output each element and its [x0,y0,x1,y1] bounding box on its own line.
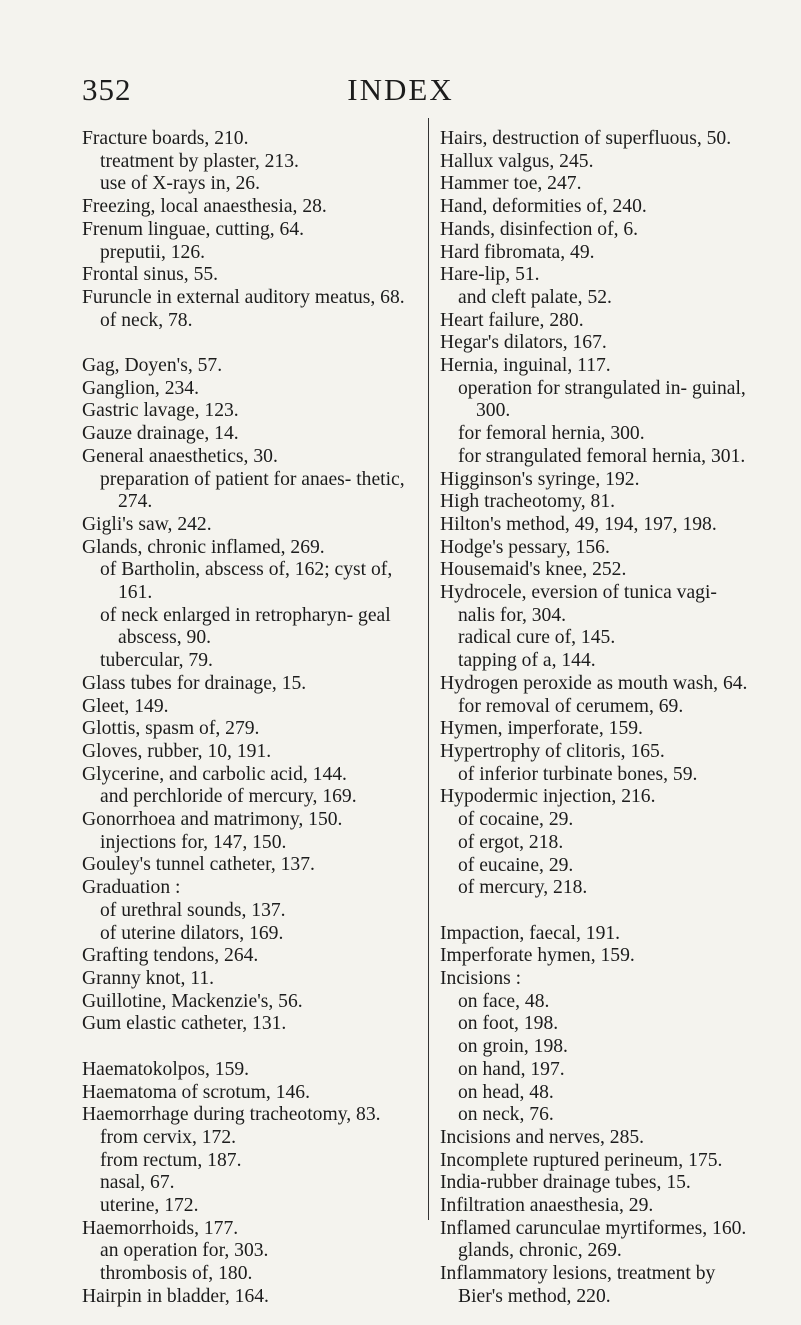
index-entry: Infiltration anaesthesia, 29. [440,1195,654,1217]
index-entry: Hare-lip, 51. [440,264,540,286]
index-entry: Heart failure, 280. [440,309,584,331]
index-subentry: uterine, 172. [100,1195,199,1217]
index-entry: Hands, disinfection of, 6. [440,218,639,240]
page-number: 352 [82,72,132,107]
index-entry: Glycerine, and carbolic acid, 144. [82,763,347,785]
index-entry: Gleet, 149. [82,695,169,717]
index-entry: Hairpin in bladder, 164. [82,1285,269,1307]
index-entry: Gigli's saw, 242. [82,513,212,535]
index-subentry: for femoral hernia, 300. [458,423,645,445]
index-entry: Gonorrhoea and matrimony, 150. [82,809,343,831]
index-entry: Incisions : [440,968,522,989]
index-entry: Gouley's tunnel catheter, 137. [82,854,315,876]
index-entry: Glottis, spasm of, 279. [82,718,260,740]
index-subentry: and cleft palate, 52. [458,286,612,308]
index-subentry: for strangulated femoral hernia, 301. [458,445,746,467]
index-subentry: on head, 48. [458,1081,554,1103]
index-entry: Guillotine, Mackenzie's, 56. [82,990,303,1012]
index-entry: Hernia, inguinal, 117. [440,355,611,377]
index-entry: Gauze drainage, 14. [82,423,239,445]
index-entry: General anaesthetics, 30. [82,445,278,467]
index-entry: Imperforate hymen, 159. [440,945,635,967]
index-subentry: of Bartholin, abscess of, 162; cyst of, 161. [100,559,393,604]
index-entry: Hydrogen peroxide as mouth wash, 64. [440,672,748,694]
index-subentry: tubercular, 79. [100,650,213,672]
index-entry: Hegar's dilators, 167. [440,332,607,354]
index-subentry: of mercury, 218. [458,877,588,899]
index-subentry: on face, 48. [458,990,550,1012]
index-subentry: tapping of a, 144. [458,650,596,672]
index-subentry: of ergot, 218. [458,831,564,853]
index-entry: Glands, chronic inflamed, 269. [82,536,325,558]
index-entry: Inflamed carunculae myrtiformes, 160. [440,1217,747,1239]
index-subentry: operation for strangulated in- guinal, 300. [458,377,746,422]
index-subentry: and perchloride of mercury, 169. [100,786,357,808]
index-entry: Frenum linguae, cutting, 64. [82,218,305,240]
index-entry: Glass tubes for drainage, 15. [82,672,307,694]
index-entry: Granny knot, 11. [82,968,215,989]
index-entry: Hymen, imperforate, 159. [440,718,643,740]
index-entry: Gag, Doyen's, 57. [82,355,223,377]
index-subentry: of cocaine, 29. [458,809,574,831]
index-entry: Gloves, rubber, 10, 191. [82,740,272,762]
index-subentry: radical cure of, 145. [458,627,616,649]
index-entry: India-rubber drainage tubes, 15. [440,1172,691,1194]
index-entry: Housemaid's knee, 252. [440,559,627,581]
index-subentry: treatment by plaster, 213. [100,150,299,172]
index-entry: Incomplete ruptured perineum, 175. [440,1149,723,1171]
index-entry: Haematokolpos, 159. [82,1058,250,1080]
index-subentry: on foot, 198. [458,1013,559,1035]
index-subentry: nasal, 67. [100,1172,175,1194]
index-entry: Ganglion, 234. [82,377,200,399]
index-subentry: on hand, 197. [458,1058,565,1080]
index-entry: Hard fibromata, 49. [440,241,595,263]
index-subentry: use of X-rays in, 26. [100,173,260,195]
index-subentry: from cervix, 172. [100,1126,237,1148]
index-entry: Hairs, destruction of superfluous, 50. [440,128,732,149]
index-subentry: of eucaine, 29. [458,854,574,876]
index-subentry: glands, chronic, 269. [458,1240,622,1262]
index-entry: Hilton's method, 49, 194, 197, 198. [440,513,717,535]
index-entry: Gastric lavage, 123. [82,400,239,422]
index-subentry: of neck enlarged in retropharyn- geal abscess, 90. [100,604,391,649]
index-entry: Higginson's syringe, 192. [440,468,640,490]
index-entry: Fracture boards, 210. [82,128,249,149]
index-entry: Hodge's pessary, 156. [440,536,610,558]
section-gap [82,332,427,355]
index-entry: Freezing, local anaesthesia, 28. [82,196,327,218]
index-entry: High tracheotomy, 81. [440,491,616,513]
section-gap [440,900,750,923]
index-entry: Hydrocele, eversion of tunica vagi- nalis for, 304. [440,582,717,626]
column-divider [428,118,429,1220]
index-subentry: of urethral sounds, 137. [100,899,286,921]
index-entry: Grafting tendons, 264. [82,945,259,967]
index-column-right [440,128,750,1309]
index-entry: Graduation : [82,877,181,899]
index-entry: Incisions and nerves, 285. [440,1126,645,1148]
index-entry: Haematoma of scrotum, 146. [82,1081,310,1103]
index-subentry: for removal of cerumem, 69. [458,695,684,717]
index-entry: Furuncle in external auditory meatus, 68. [82,286,405,308]
index-entry: Frontal sinus, 55. [82,264,219,286]
index-subentry: preputii, 126. [100,241,206,263]
index-subentry: preparation of patient for anaes- thetic, 274. [100,468,405,513]
index-entry: Hallux valgus, 245. [440,150,594,172]
index-subentry: on groin, 198. [458,1036,568,1058]
index-entry: Hypertrophy of clitoris, 165. [440,740,665,762]
running-title: INDEX [347,72,454,107]
index-entry: Hypodermic injection, 216. [440,786,656,808]
index-subentry: injections for, 147, 150. [100,831,287,853]
index-entry: Hand, deformities of, 240. [440,196,647,218]
index-subentry: of neck, 78. [100,309,193,331]
section-gap [82,1036,427,1059]
index-entry: Gum elastic catheter, 131. [82,1013,287,1035]
index-entry: Inflammatory lesions, treatment by Bier's method, 220. [440,1263,716,1307]
index-subentry: from rectum, 187. [100,1149,242,1171]
index-subentry: on neck, 76. [458,1104,554,1126]
index-column-left [82,128,427,1309]
index-entry: Impaction, faecal, 191. [440,922,621,944]
index-entry: Haemorrhage during tracheotomy, 83. [82,1104,381,1126]
index-subentry: thrombosis of, 180. [100,1263,253,1285]
index-subentry: of uterine dilators, 169. [100,922,284,944]
index-entry: Hammer toe, 247. [440,173,582,195]
index-subentry: of inferior turbinate bones, 59. [458,763,698,785]
index-entry: Haemorrhoids, 177. [82,1217,239,1239]
index-subentry: an operation for, 303. [100,1240,269,1262]
